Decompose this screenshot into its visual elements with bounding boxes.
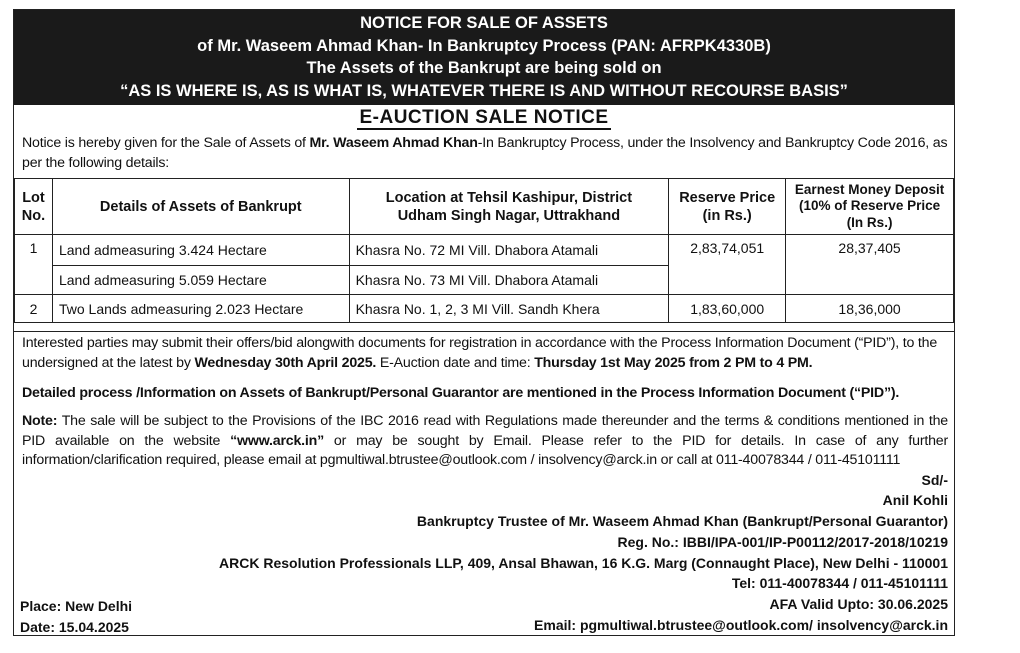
- table-divider: [14, 331, 954, 332]
- header-line-2: of Mr. Waseem Ahmad Khan- In Bankruptcy Process (PAN: AFRPK4330B): [197, 36, 771, 55]
- notice-frame: [13, 9, 955, 636]
- cell-location: Khasra No. 72 MI Vill. Dhabora Atamali: [349, 235, 669, 266]
- cell-details: Land admeasuring 5.059 Hectare: [52, 266, 349, 295]
- offers-paragraph: [22, 334, 948, 373]
- signature-address: ARCK Resolution Professionals LLP, 409, Ansal Bhawan, 16 K.G. Marg (Connaught Place), New Delhi - 110001: [219, 555, 948, 571]
- date-label: Date: 15.04.2025: [20, 619, 129, 635]
- cell-emd: 18,36,000: [786, 295, 954, 323]
- header-line-3: The Assets of the Bankrupt are being sold on: [306, 59, 662, 77]
- table-row: [15, 235, 954, 266]
- detailed-paragraph: Detailed process /Information on Assets of Bankrupt/Personal Guarantor are mentioned in the Process Information Document (“PID”).: [22, 385, 900, 401]
- signature-sd: Sd/-: [921, 472, 948, 488]
- signature-reg: Reg. No.: IBBI/IPA-001/IP-P00112/2017-2018/10219: [617, 534, 948, 550]
- header-location: Location at Tehsil Kashipur, District Udham Singh Nagar, Uttrakhand: [349, 179, 669, 235]
- header-details: Details of Assets of Bankrupt: [52, 179, 349, 235]
- note-paragraph: [22, 412, 948, 471]
- offers-auction: Thursday 1st May 2025 from 2 PM to 4 PM.: [534, 354, 813, 371]
- signature-tel: Tel: 011-40078344 / 011-45101111: [731, 575, 948, 591]
- header-line-4: “AS IS WHERE IS, AS IS WHAT IS, WHATEVER THERE IS AND WITHOUT RECOURSE BASIS”: [120, 81, 848, 100]
- cell-details: Land admeasuring 3.424 Hectare: [52, 235, 349, 266]
- offers-deadline: Wednesday 30th April 2025.: [194, 354, 377, 371]
- signature-afa: AFA Valid Upto: 30.06.2025: [769, 596, 948, 612]
- cell-location: Khasra No. 73 MI Vill. Dhabora Atamali: [349, 266, 669, 295]
- assets-table: [14, 178, 954, 323]
- cell-lot: 2: [15, 295, 53, 323]
- page-title: [14, 107, 954, 129]
- intro-name: Mr. Waseem Ahmad Khan: [309, 135, 478, 151]
- intro-post: -In Bankruptcy Process, under the Insolvency and Bankruptcy Code 2016, as per the following details:: [22, 135, 948, 171]
- signature-role: Bankruptcy Trustee of Mr. Waseem Ahmad Khan (Bankrupt/Personal Guarantor): [416, 513, 948, 529]
- note-label: Note:: [22, 413, 58, 429]
- note-pre: The sale will be subject to the Provisions of the IBC 2016 read with Regulations made thereunder and the terms & conditions mentioned in the PID available on the website: [22, 413, 948, 449]
- cell-lot: 1: [15, 235, 53, 295]
- offers-pre: Interested parties may submit their offers/bid alongwith documents for registration in accordance with the Process Information Document (“PID”), to the undersigned at the latest by: [22, 335, 938, 371]
- signature-name: Anil Kohli: [882, 492, 948, 508]
- cell-details: Two Lands admeasuring 2.023 Hectare: [52, 295, 349, 323]
- cell-reserve: 1,83,60,000: [669, 295, 786, 323]
- cell-location: Khasra No. 1, 2, 3 MI Vill. Sandh Khera: [349, 295, 669, 323]
- cell-reserve: 2,83,74,051: [669, 235, 786, 295]
- place-label: Place: New Delhi: [20, 598, 133, 614]
- header-line-1: NOTICE FOR SALE OF ASSETS: [360, 14, 608, 32]
- notice-header: [14, 10, 954, 105]
- intro-pre: Notice is hereby given for the Sale of Assets of: [22, 135, 310, 151]
- note-site: “www.arck.in”: [230, 432, 324, 449]
- header-emd: Earnest Money Deposit (10% of Reserve Price (In Rs.): [786, 179, 954, 235]
- table-row: [15, 295, 954, 323]
- header-lot: Lot No.: [15, 179, 53, 235]
- title-text: E-AUCTION SALE NOTICE: [359, 107, 609, 128]
- cell-emd: 28,37,405: [786, 235, 954, 295]
- offers-mid: E-Auction date and time:: [376, 354, 535, 371]
- header-reserve: Reserve Price (in Rs.): [669, 179, 786, 235]
- note-post: or may be sought by Email. Please refer to the PID for details. In case of any further information/clarification required, please email at pgmultiwal.btrustee@outlook.com / insolvency@arck.in or call at 011-40078344 / 011-45101111: [22, 432, 948, 468]
- intro-paragraph: [22, 134, 948, 173]
- table-header-row: [15, 179, 954, 235]
- signature-email: Email: pgmultiwal.btrustee@outlook.com/ insolvency@arck.in: [534, 617, 948, 633]
